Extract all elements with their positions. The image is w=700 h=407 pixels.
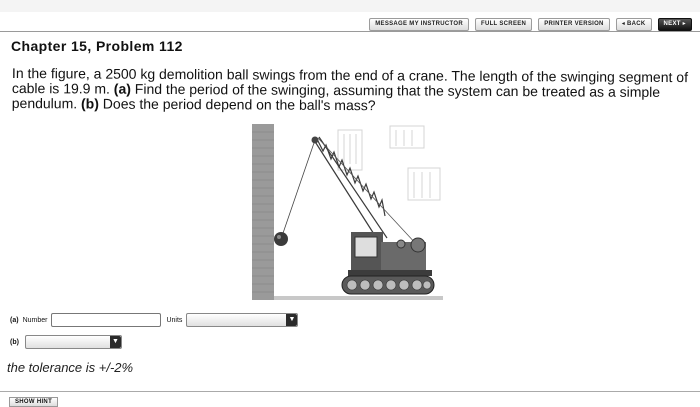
number-input[interactable]	[51, 313, 161, 327]
problem-statement	[12, 66, 692, 115]
number-label: Number	[22, 316, 48, 324]
answer-row-b	[10, 335, 122, 349]
part-a-text: Find the period of the swinging, assuming that the system can be treated as a simple pendulum.	[11, 80, 661, 112]
units-select[interactable]	[186, 313, 298, 327]
message-instructor-button[interactable]: MESSAGE MY INSTRUCTOR	[369, 18, 469, 31]
header-divider	[0, 31, 700, 32]
show-hint-button[interactable]: SHOW HINT	[9, 397, 58, 407]
part-b-label: (b)	[10, 338, 19, 346]
part-a-label: (a)	[10, 316, 19, 324]
browser-top-band	[0, 0, 700, 12]
chevron-down-icon[interactable]: ▼	[286, 314, 297, 326]
problem-intro: In the figure, a 2500 kg demolition ball swings from the end of a crane. The length of the swinging segment of cable is 19.9 m.	[11, 65, 689, 97]
chevron-down-icon[interactable]: ▼	[110, 336, 121, 348]
units-label: Units	[166, 316, 183, 324]
next-button[interactable]: NEXT ▸	[658, 18, 692, 31]
back-button[interactable]: ◂ BACK	[616, 18, 652, 31]
footer-divider	[0, 391, 700, 392]
part-b-marker: (b)	[81, 95, 99, 112]
answer-row-a	[10, 313, 298, 327]
full-screen-button[interactable]: FULL SCREEN	[475, 18, 532, 31]
part-b-select[interactable]	[25, 335, 122, 349]
tolerance-note: the tolerance is +/-2%	[7, 360, 134, 375]
toolbar	[369, 18, 692, 31]
crane-figure	[248, 124, 443, 300]
printer-version-button[interactable]: PRINTER VERSION	[538, 18, 610, 31]
page-title: Chapter 15, Problem 112	[11, 38, 183, 54]
part-a-marker: (a)	[113, 80, 131, 97]
part-b-text: Does the period depend on the ball's mass?	[102, 95, 376, 114]
